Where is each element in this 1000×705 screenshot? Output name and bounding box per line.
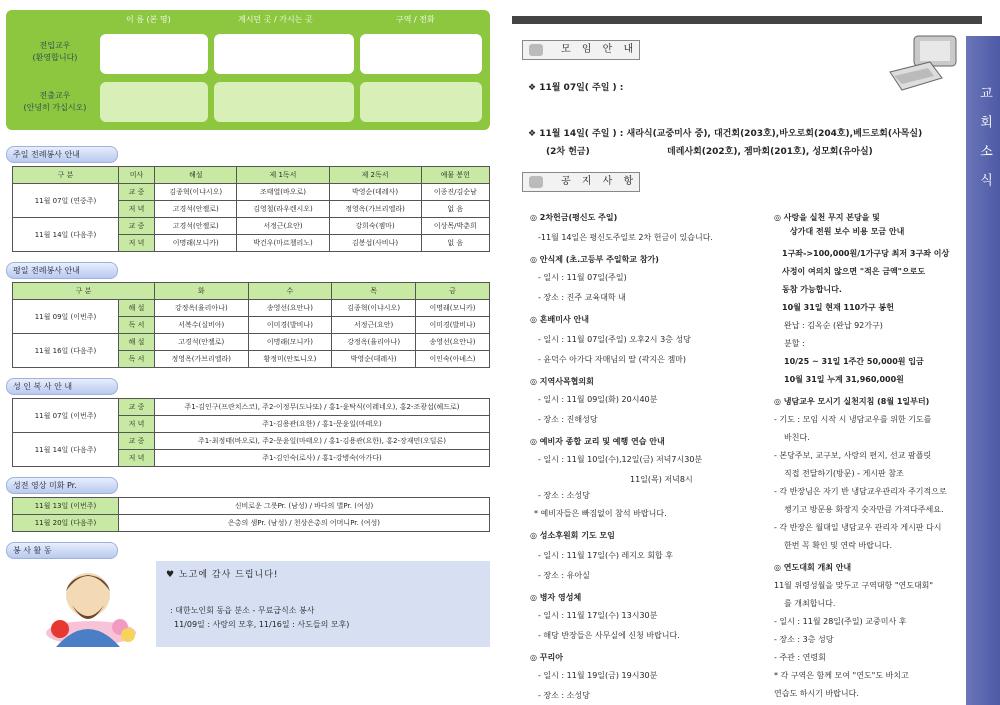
mass-cell: 저 녁 xyxy=(119,450,155,467)
notice-left-line: - 일시 : 11월 17일(수) 13시30분 xyxy=(538,611,658,620)
role-cell: 독 서 xyxy=(119,317,155,334)
mass-cell: 교 중 xyxy=(119,399,155,416)
notice-right-line: 챙기고 방문용 화장지 숫자만큼 가져다주세요. xyxy=(784,505,944,514)
service-info-box xyxy=(156,561,490,647)
section-heading-weekday: 평일 전례봉사 안내 xyxy=(6,262,118,279)
video-table xyxy=(12,497,490,532)
col-header: 구 분 xyxy=(13,167,119,184)
notice-left-line: - 장소 : 소성당 xyxy=(538,491,590,500)
notice-right-line: 연습도 하시기 바랍니다. xyxy=(774,689,859,698)
cell: 이상목/박춘희 xyxy=(421,218,489,235)
notice-left-line: ◎ 꾸리아 xyxy=(530,653,563,662)
adult-table xyxy=(12,398,490,467)
role-cell: 해 설 xyxy=(119,300,155,317)
notice-right-line: 10월 31일 누계 31,960,000원 xyxy=(784,375,904,384)
service-thanks-row xyxy=(166,567,279,580)
cell: 강정옥(율리아나) xyxy=(155,300,249,317)
notice-right-line: - 주관 : 연령회 xyxy=(774,653,826,662)
notice-right-line: - 본당주보, 교구보, 사랑의 편지, 선교 팜플릿 xyxy=(774,451,932,460)
date-cell: 11월 20일 (다음주) xyxy=(13,515,119,532)
role-cell: 해 설 xyxy=(119,334,155,351)
person-icon xyxy=(529,176,543,188)
reg-label-outgoing: 전출교우 (안녕히 가십시오) xyxy=(23,91,87,112)
section-heading-service: 봉 사 활 동 xyxy=(6,542,118,559)
notice-right-line: 상가대 전원 보수 비용 모금 안내 xyxy=(790,227,905,236)
mass-cell: 저 녁 xyxy=(119,201,155,218)
weekday-table xyxy=(12,282,490,368)
cell: 김종혁(이냐시오) xyxy=(332,300,416,317)
service-thanks: 노고에 감사 드립니다! xyxy=(178,570,279,580)
notice-right-line: 10월 31일 현재 110가구 봉헌 xyxy=(782,303,894,312)
mass-cell: 저 녁 xyxy=(119,235,155,252)
notice-left-line: - 해당 반장들은 사무실에 신청 바랍니다. xyxy=(538,631,680,640)
cell: 고경석(안젤로) xyxy=(155,334,249,351)
reg-label-incoming: 전입교우 (환영합니다) xyxy=(32,41,78,62)
table-row xyxy=(13,515,490,532)
cell: 서정근(요안) xyxy=(237,218,329,235)
cell: 이종진/김순남 xyxy=(421,184,489,201)
cell: 은총의 샘Pr. (남성) / 천상은총의 어머니Pr. (여성) xyxy=(119,515,490,532)
notice-right-line: 사정이 여의치 않으면 "적은 금액"으로도 xyxy=(782,267,926,276)
reg-header-name: 이 름 (본 명) xyxy=(126,15,171,24)
mass-cell: 교 중 xyxy=(119,218,155,235)
service-line2: 11/09일 : 사랑의 모후, 11/16일 : 사도들의 모후) xyxy=(174,620,350,629)
cell: 고경석(안젤로) xyxy=(155,218,237,235)
notice-right-line: 직접 전달하기(방문) - 게시판 참조 xyxy=(784,469,904,478)
table-row xyxy=(13,184,490,201)
date-cell: 11월 07일 (연중주) xyxy=(13,184,119,218)
section-heading-adult: 성 인 복 사 안 내 xyxy=(6,378,118,395)
cell: 주1-김인구(프란치스코), 주2-이정무(도나또) / 홍1-윤탁식(이레네오), 홍2-조광섭(헤드로) xyxy=(155,399,490,416)
table-row xyxy=(13,300,490,317)
notice-right-line: 완납 : 김옥순 (완납 92가구) xyxy=(784,321,883,330)
notice-left-line: ◎ 지역사목협의회 xyxy=(530,377,594,386)
notice-left-line: ◎ 성소후원회 기도 모임 xyxy=(530,531,615,540)
heading-notice xyxy=(522,172,640,192)
cell: 이명래(모니카) xyxy=(248,334,332,351)
notice-left-line: ◎ 예비자 종합 교리 및 예행 연습 안내 xyxy=(530,437,665,446)
meeting-line4: 데레사회(202호), 젬마회(201호), 성모회(유아실) xyxy=(667,147,873,157)
table-row xyxy=(13,498,490,515)
notice-left-line: ◎ 혼배미사 안내 xyxy=(530,315,589,324)
notice-left-line: - 장소 : 소성당 xyxy=(538,691,590,700)
cell: 김종혁(이냐시오) xyxy=(155,184,237,201)
notice-left-line: 11일(목) 저녁8시 xyxy=(630,475,693,484)
table-row xyxy=(13,218,490,235)
col-header: 수 xyxy=(248,283,332,300)
cell: 고경석(안젤로) xyxy=(155,201,237,218)
cell: 이미경(발비나) xyxy=(248,317,332,334)
reg-cell[interactable] xyxy=(100,34,208,74)
col-header: 제 1독서 xyxy=(237,167,329,184)
computer-icon xyxy=(884,32,964,94)
side-band xyxy=(966,36,1000,705)
cell: 주1-김인숙(로사) / 홍1-강병숙(아가다) xyxy=(155,450,490,467)
notice-right-line: 바친다. xyxy=(784,433,810,442)
cell: 서복수(실비아) xyxy=(155,317,249,334)
cell: 없 음 xyxy=(421,201,489,218)
notice-left-line: - 장소 : 유아실 xyxy=(538,571,590,580)
heading-meeting-text: 모 임 안 내 xyxy=(561,44,638,55)
reg-cell[interactable] xyxy=(360,82,482,122)
notice-left-line: ◎ 2차헌금(평신도 주일) xyxy=(530,213,618,222)
meeting-line3: (2차 헌금) xyxy=(546,147,590,157)
heading-notice-text: 공 지 사 항 xyxy=(561,176,638,187)
notice-left-line: - 일시 : 11월 07일(주일) 오후2시 3층 성당 xyxy=(538,335,691,344)
notice-left-line: - 일시 : 11월 10일(수),12일(금) 저녁7시30분 xyxy=(538,455,703,464)
notice-right-line: - 각 반장은 월대일 냉담교우 관리자 게시판 다시 xyxy=(774,523,942,532)
cell: 정영옥(가브리엘라) xyxy=(329,201,421,218)
notice-left-line: - 일시 : 11월 17일(수) 레지오 회합 후 xyxy=(538,551,673,560)
reg-cell[interactable] xyxy=(214,34,354,74)
mass-cell: 저 녁 xyxy=(119,416,155,433)
notice-left-line: ◎ 안식제 (초.고등부 주일학교 참가) xyxy=(530,255,659,264)
heart-icon: ♥ xyxy=(166,570,176,580)
date-cell: 11월 14일 (다음주) xyxy=(13,433,119,467)
reg-cell[interactable] xyxy=(214,82,354,122)
meeting-line1: ❖ 11월 07일( 주일 ) : xyxy=(528,83,624,93)
col-header: 예물 봉헌 xyxy=(421,167,489,184)
cell: 이미경(발비나) xyxy=(416,317,490,334)
notice-left-line: ◎ 병자 영성체 xyxy=(530,593,582,602)
cell: 강희숙(젬마) xyxy=(329,218,421,235)
cell: 김봉섭(사비나) xyxy=(329,235,421,252)
cell: 강정옥(율리아나) xyxy=(332,334,416,351)
left-column xyxy=(6,10,490,647)
notice-right-line: 1구좌->100,000원/1가구당 최저 3구좌 이상 xyxy=(782,249,950,258)
cell: 박건우(마르첼리노) xyxy=(237,235,329,252)
notice-left-line: - 윤덕수 아가다 자매님의 딸 (곽지은 젬마) xyxy=(538,355,687,364)
notice-right-line: 한번 꼭 확인 및 연락 바랍니다. xyxy=(784,541,892,550)
table-row xyxy=(13,334,490,351)
sunday-table xyxy=(12,166,490,252)
registration-box xyxy=(6,10,490,130)
mass-cell: 교 중 xyxy=(119,433,155,450)
cell: 김영철(라우렌시오) xyxy=(237,201,329,218)
cell: 정영옥(가브리엘라) xyxy=(155,351,249,368)
col-header: 화 xyxy=(155,283,249,300)
side-title: 교회소식 xyxy=(977,86,992,202)
date-cell: 11월 13일 (이번주) xyxy=(13,498,119,515)
reg-cell[interactable] xyxy=(360,34,482,74)
cell: 신비로운 그릇Pr. (남성) / 바다의 별Pr. (여성) xyxy=(119,498,490,515)
cell: 없 음 xyxy=(421,235,489,252)
cell: 이인숙(아녜스) xyxy=(416,351,490,368)
notice-left-line: * 예비자들은 빠짐없이 참석 바랍니다. xyxy=(534,509,667,518)
notice-left-line: - 일시 : 11월 09일(화) 20시40분 xyxy=(538,395,658,404)
col-header: 구 분 xyxy=(13,283,155,300)
notice-right-line: 11월 위령성월을 맞두고 구역대항 "연도대회" xyxy=(774,581,934,590)
notice-right-line: 를 개최합니다. xyxy=(784,599,836,608)
notice-left-line: -11월 14일은 평신도주일로 2차 헌금이 있습니다. xyxy=(538,233,713,242)
col-header: 해설 xyxy=(155,167,237,184)
table-row xyxy=(13,399,490,416)
heading-meeting xyxy=(522,40,640,60)
cell: 송영선(요안나) xyxy=(248,300,332,317)
service-line1: : 대한노인회 동읍 분소 - 무료급식소 봉사 xyxy=(170,606,315,615)
notice-right-line: - 장소 : 3층 성당 xyxy=(774,635,834,644)
service-area xyxy=(6,561,490,647)
date-cell: 11월 16일 (다음주) xyxy=(13,334,119,368)
section-heading-sunday: 주일 전례봉사 안내 xyxy=(6,146,118,163)
notice-right-line: - 일시 : 11월 28일(주일) 교중미사 후 xyxy=(774,617,907,626)
notice-left-line: - 일시 : 11월 19일(금) 19시30분 xyxy=(538,671,658,680)
mass-cell: 교 중 xyxy=(119,184,155,201)
role-cell: 독 서 xyxy=(119,351,155,368)
reg-header-contact: 구역 / 전화 xyxy=(396,15,435,24)
cell: 박영순(데레사) xyxy=(332,351,416,368)
cell: 이명래(모니카) xyxy=(416,300,490,317)
notice-right-line: - 기도 : 모임 시작 시 냉담교우를 위한 기도를 xyxy=(774,415,932,424)
notice-right-line: ◎ 사랑을 실천 무지 본당을 및 xyxy=(774,213,880,222)
notice-right-line: 10/25 ~ 31일 1주간 50,000원 입금 xyxy=(784,357,924,366)
date-cell: 11월 09일 (이번주) xyxy=(13,300,119,334)
meeting-line2: ❖ 11월 14일( 주일 ) : 새라식(교중미사 중), 대건회(203호),바오로회(204호),베드로회(사목실) xyxy=(528,129,923,139)
right-column xyxy=(512,10,1000,705)
col-header: 미사 xyxy=(119,167,155,184)
cell: 박영순(데레사) xyxy=(329,184,421,201)
cell: 송영선(요안나) xyxy=(416,334,490,351)
col-header: 금 xyxy=(416,283,490,300)
section-heading-video: 성전 영상 미화 Pr. xyxy=(6,477,118,494)
notice-right-line: 동참 가능합니다. xyxy=(782,285,842,294)
cell: 조태열(바오로) xyxy=(237,184,329,201)
cell: 황정미(안토니오) xyxy=(248,351,332,368)
notice-right-line: - 각 반장님은 자기 반 냉담교우관리자 주기적으로 xyxy=(774,487,947,496)
cell: 주1-김용관(요한) / 홍1-문윤일(마태오) xyxy=(155,416,490,433)
col-header: 제 2독서 xyxy=(329,167,421,184)
person-icon xyxy=(529,44,543,56)
reg-header-place: 계시던 곳 / 가시는 곳 xyxy=(238,15,313,24)
cell: 주1-최정태(바오로), 주2-문윤일(마태오) / 홍1-김용관(요한), 홍2-장재민(오딜론) xyxy=(155,433,490,450)
notice-right-line: * 각 구역은 함께 모여 "연도"도 바치고 xyxy=(774,671,909,680)
notice-left-line: - 장소 : 진해성당 xyxy=(538,415,598,424)
notice-left-line: - 일시 : 11월 07일(주일) xyxy=(538,273,627,282)
cell: 이명래(모니카) xyxy=(155,235,237,252)
col-header: 목 xyxy=(332,283,416,300)
date-cell: 11월 07일 (이번주) xyxy=(13,399,119,433)
notice-right-line: ◎ 냉담교우 모시기 실천지침 (8월 1일부터) xyxy=(774,397,930,406)
notice-right-line: ◎ 연도대회 개최 안내 xyxy=(774,563,852,572)
date-cell: 11월 14일 (다음주) xyxy=(13,218,119,252)
notice-right-line: 분할 : xyxy=(784,339,805,348)
reg-cell[interactable] xyxy=(100,82,208,122)
cell: 서정근(요안) xyxy=(332,317,416,334)
table-row xyxy=(13,433,490,450)
notice-left-line: - 장소 : 진주 교육대학 내 xyxy=(538,293,626,302)
jesus-illustration xyxy=(36,561,146,647)
